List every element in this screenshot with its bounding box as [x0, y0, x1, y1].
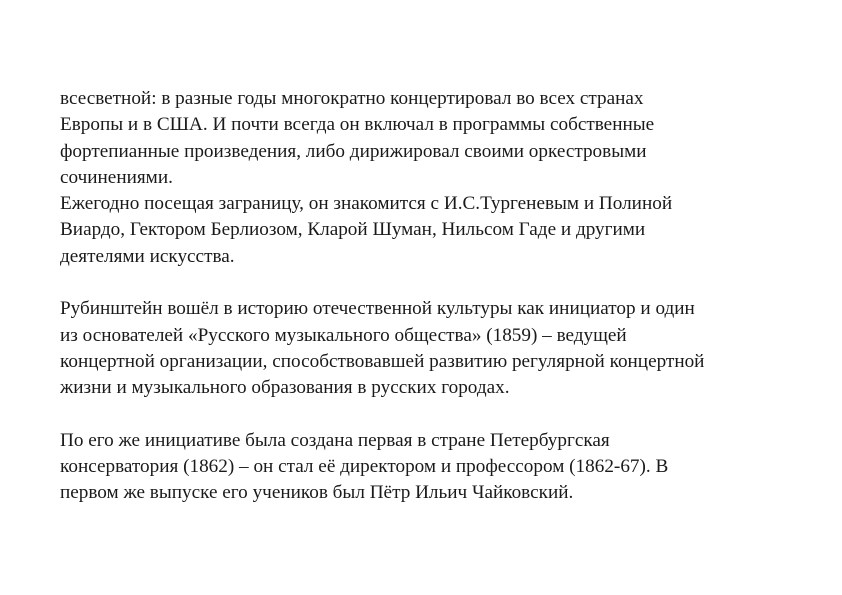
paragraph-spacer	[60, 402, 800, 428]
text-line: Ежегодно посещая заграницу, он знакомится с И.С.Тургеневым и Полиной	[60, 193, 673, 215]
text-line: сочинениями.	[60, 166, 173, 188]
paragraph-concert-tours	[60, 86, 800, 191]
text-line: из основателей «Русского музыкального общества» (1859) – ведущей	[60, 324, 627, 346]
text-line: Виардо, Гектором Берлиозом, Кларой Шуман, Нильсом Гаде и другими	[60, 219, 646, 241]
paragraph-spacer	[60, 270, 800, 296]
text-line: Рубинштейн вошёл в историю отечественной культуры как инициатор и один	[60, 298, 695, 320]
text-line: консерватория (1862) – он стал её директором и профессором (1862-67). В	[60, 456, 669, 478]
text-line: жизни и музыкального образования в русских городах.	[60, 377, 510, 399]
paragraph-conservatory	[60, 428, 800, 507]
paragraph-acquaintances	[60, 191, 800, 270]
text-line: концертной организации, способствовавшей развитию регулярной концертной	[60, 350, 705, 372]
text-line: всесветной: в разные годы многократно концертировал во всех странах	[60, 88, 644, 109]
paragraph-music-society	[60, 296, 800, 401]
text-line: фортепианные произведения, либо дирижировал своими оркестровыми	[60, 140, 647, 162]
body-text	[60, 86, 800, 507]
text-line: По его же инициативе была создана первая в стране Петербургская	[60, 429, 610, 451]
text-line: первом же выпуске его учеников был Пётр Ильич Чайковский.	[60, 482, 574, 504]
text-line: Европы и в США. И почти всегда он включал в программы собственные	[60, 114, 655, 136]
text-line: деятелями искусства.	[60, 245, 235, 267]
